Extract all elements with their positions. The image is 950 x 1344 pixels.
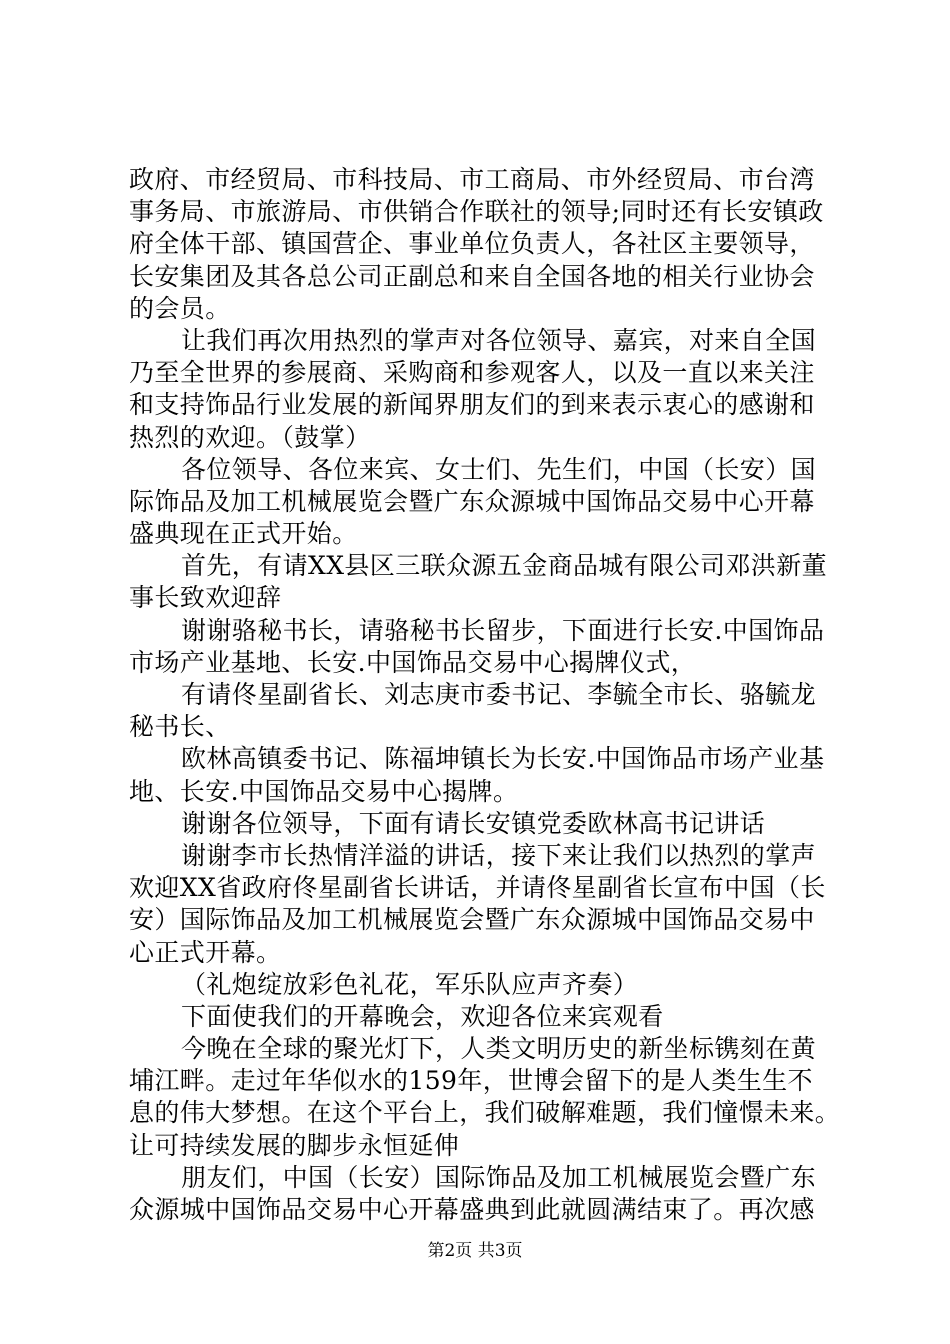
text-line: 众源城中国饰品交易中心开幕盛典到此就圆满结束了。再次感 (129, 1195, 815, 1224)
text-line: 谢谢李市长热情洋溢的讲话，接下来让我们以热烈的掌声 (181, 840, 817, 870)
text-line: 市场产业基地、长安.中国饰品交易中心揭牌仪式， (129, 647, 697, 677)
text-line: 息的伟大梦想。在这个平台上，我们破解难题，我们憧憬未来。 (129, 1098, 841, 1128)
text-line: 政府、市经贸局、市科技局、市工商局、市外经贸局、市台湾 (129, 165, 815, 194)
text-line: 今晚在全球的聚光灯下，人类文明历史的新坐标镌刻在黄 (181, 1034, 817, 1064)
text-line: 府全体干部、镇国营企、事业单位负责人，各社区主要领导， (129, 229, 815, 259)
text-line: 各位领导、各位来宾、女士们、先生们，中国（长安）国 (181, 454, 817, 484)
text-line: 和支持饰品行业发展的新闻界朋友们的到来表示衷心的感谢和 (129, 390, 815, 420)
text-line: 地、长安.中国饰品交易中心揭牌。 (129, 776, 519, 806)
text-line: 首先，有请XX县区三联众源五金商品城有限公司邓洪新董 (181, 551, 827, 581)
text-line: 的会员。 (129, 293, 231, 323)
text-line: 事务局、市旅游局、市供销合作联社的领导;同时还有长安镇政 (129, 197, 824, 227)
text-line: 安）国际饰品及加工机械展览会暨广东众源城中国饰品交易中 (129, 905, 815, 935)
text-line: 乃至全世界的参展商、采购商和参观客人，以及一直以来关注 (129, 358, 815, 388)
document-body (129, 164, 841, 1226)
text-line: 欢迎XX省政府佟星副省长讲话，并请佟星副省长宣布中国（长 (129, 873, 826, 903)
text-line: 事长致欢迎辞 (129, 583, 282, 613)
text-line: 欧林高镇委书记、陈福坤镇长为长安.中国饰品市场产业基 (181, 744, 825, 774)
text-line: 秘书长、 (129, 712, 231, 742)
text-line: 际饰品及加工机械展览会暨广东众源城中国饰品交易中心开幕 (129, 486, 815, 516)
text-line: 让可持续发展的脚步永恒延伸 (129, 1130, 460, 1160)
text-line: 谢谢各位领导，下面有请长安镇党委欧林高书记讲话 (181, 808, 766, 838)
text-line: 有请佟星副省长、刘志庚市委书记、李毓全市长、骆毓龙 (181, 680, 817, 709)
page-number-label: 第2页 共3页 (427, 1241, 523, 1261)
text-line: 盛典现在正式开始。 (129, 519, 358, 549)
text-line: 让我们再次用热烈的掌声对各位领导、嘉宾，对来自全国 (181, 325, 817, 355)
page-footer (0, 1240, 950, 1262)
text-line: 下面使我们的开幕晚会，欢迎各位来宾观看 (181, 1001, 664, 1031)
text-line: （礼炮绽放彩色礼花，军乐队应声齐奏） (181, 969, 639, 999)
text-line: 长安集团及其各总公司正副总和来自全国各地的相关行业协会 (129, 261, 815, 291)
text-line: 心正式开幕。 (129, 937, 282, 967)
text-line: 朋友们，中国（长安）国际饰品及加工机械展览会暨广东 (181, 1162, 817, 1192)
text-line: 热烈的欢迎。（鼓掌） (129, 422, 371, 452)
text-line: 谢谢骆秘书长，请骆秘书长留步，下面进行长安.中国饰品 (181, 615, 825, 645)
text-line: 埔江畔。走过年华似水的159年，世博会留下的是人类生生不 (129, 1066, 813, 1096)
